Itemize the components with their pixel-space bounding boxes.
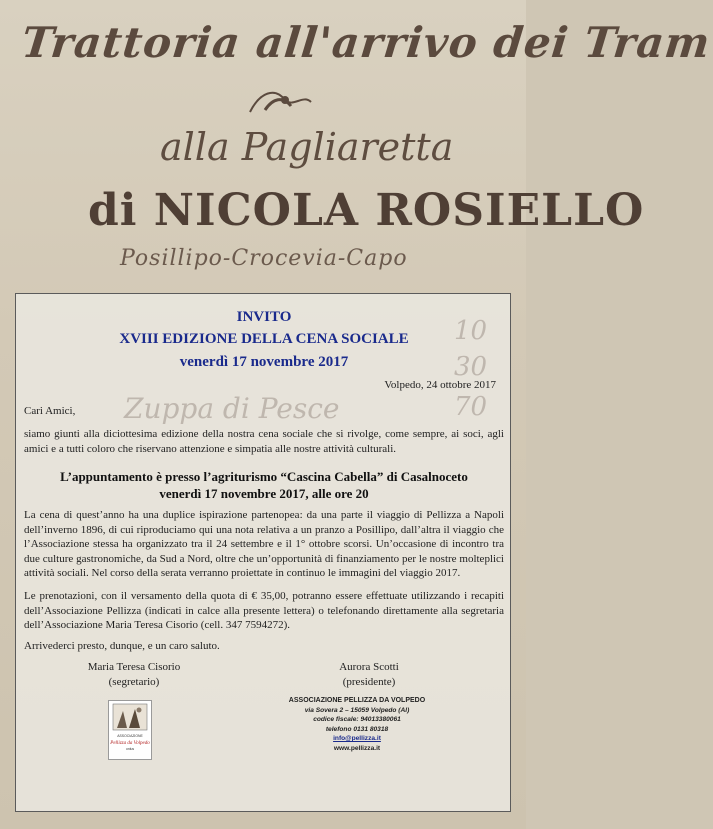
letterhead-line-3: di NICOLA ROSIELLO (88, 185, 645, 236)
association-address: via Sovera 2 – 15059 Volpedo (Al) (304, 706, 410, 714)
association-email-link[interactable]: info@pellizza.it (333, 735, 381, 742)
greeting: Cari Amici, (24, 405, 76, 417)
logo-sub: onlus (125, 747, 135, 751)
association-fiscal-code: codice fiscale: 94013380061 (313, 716, 401, 723)
edition-title: XVIII EDIZIONE DELLA CENA SOCIALE (119, 331, 409, 347)
event-date-title: venerdì 17 novembre 2017 (179, 354, 349, 370)
signature-left-name: Maria Teresa Cisorio (87, 661, 181, 673)
letterhead-line-2: alla Pagliaretta (160, 125, 454, 169)
association-phone: telefono 0131 80318 (325, 725, 389, 733)
letterhead-line-1: Trattoria all'arrivo dei Tram (19, 18, 713, 67)
signature-left-role: (segretario) (108, 676, 160, 688)
logo-name: Pellizza da Volpedo (110, 741, 150, 746)
ornament-icon (245, 82, 315, 122)
association-contacts (282, 696, 432, 753)
association-name: ASSOCIAZIONE PELLIZZA DA VOLPEDO (288, 697, 426, 704)
venue-line: L’appuntamento è presso l’agriturismo “Cascina Cabella” di Casalnoceto (60, 469, 468, 484)
body-paragraph-1: La cena di quest’anno ha una duplice ispirazione partenopea: da una parte il viaggio di Pellizza a Napoli dell’inverno 1896, di cui riproduciamo qui una nota relativa a un pranzo a Posillipo, dall’altra il viaggio che l’Associazione stessa ha organizzato tra il 24 settembre e il 1° ottobre scorsi. Un’occasione di incontro tra due culture gastronomiche, da Sud a Nord, oltre che un’opportunità di finanziamento per le nostre molteplici attività sociali. Nel corso della serata verranno proiettate in continuo le immagini del viaggio 2017. (24, 509, 504, 580)
menu-price-2: 30 (454, 352, 488, 382)
logo-small-caps: ASSOCIAZIONE (117, 734, 143, 738)
body-paragraph-2: Le prenotazioni, con il versamento della quota di € 35,00, potranno essere effettuate utilizzando i recapiti dell’Associazione Pellizza (indicati in calce alla presente lettera) o telefonando direttamente alla segretaria dell’Associazione Maria Teresa Cisorio (cell. 347 7594272). (24, 590, 504, 632)
menu-price-1: 10 (454, 316, 488, 346)
association-logo (108, 700, 152, 760)
menu-price-3: 70 (454, 392, 488, 422)
menu-dish: Zuppa di Pesce (124, 392, 340, 425)
signature-right-role: (presidente) (342, 676, 396, 688)
place-date: Volpedo, 24 ottobre 2017 (384, 379, 496, 391)
closing-line: Arrivederci presto, dunque, e un caro saluto. (24, 640, 220, 652)
letterhead-line-4: Posillipo-Crocevia-Capo (120, 246, 408, 271)
logo-painting-icon (109, 701, 151, 759)
invitation-letter (15, 293, 511, 812)
trattoria-letterhead (0, 0, 713, 290)
intro-paragraph: siamo giunti alla diciottesima edizione della nostra cena sociale che si rivolge, come sempre, ai soci, agli amici e a tutti coloro che riservano attenzione e simpatia alle nostre attività culturali. (24, 428, 504, 455)
venue-date-line: venerdì 17 novembre 2017, alle ore 20 (159, 486, 369, 501)
association-website[interactable]: www.pellizza.it (333, 744, 381, 752)
signature-right-name: Aurora Scotti (339, 661, 399, 673)
invito-title: INVITO (236, 309, 292, 325)
